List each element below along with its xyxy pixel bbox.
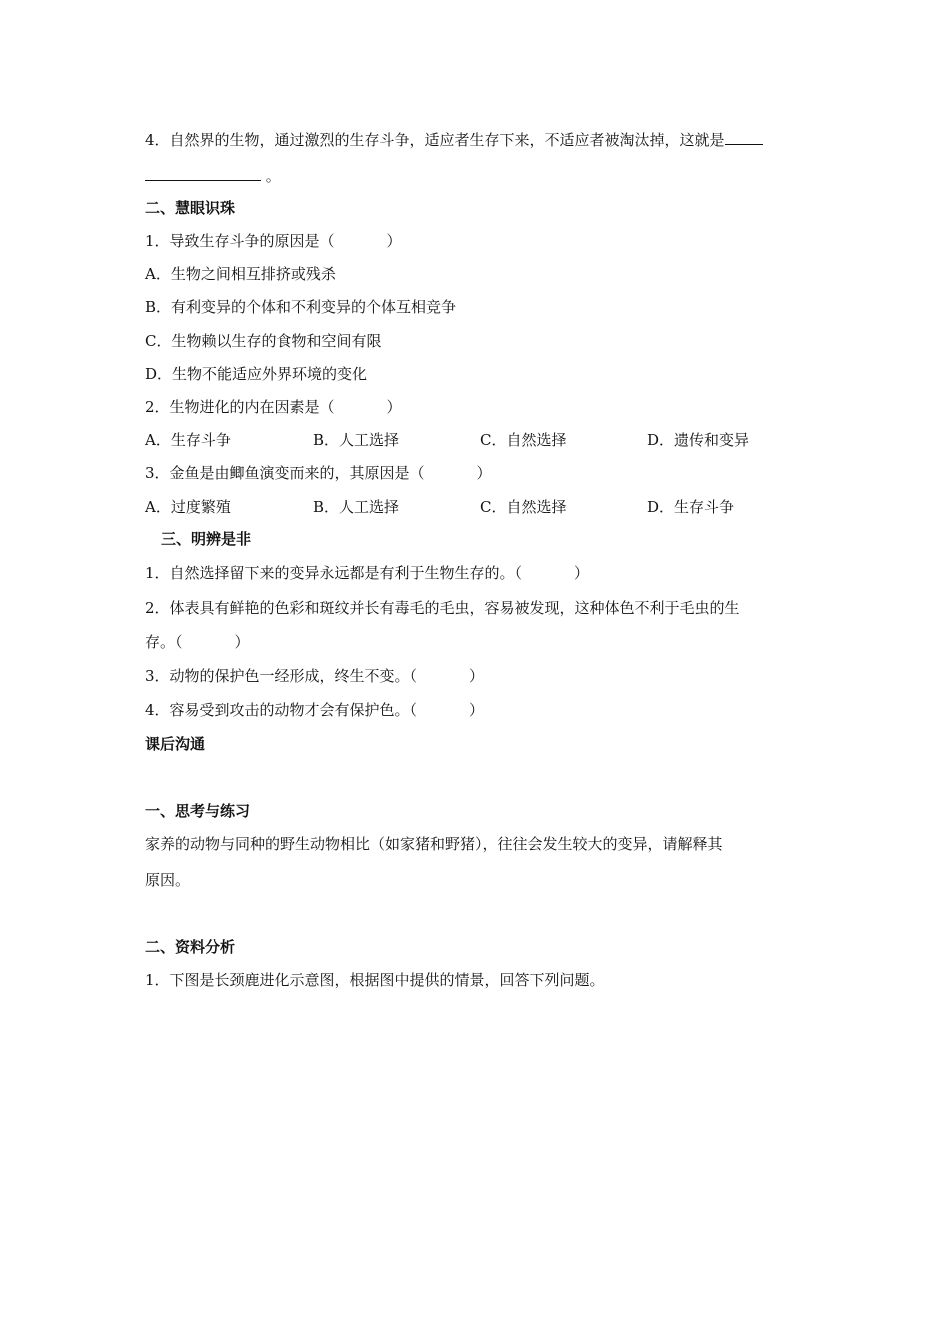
choice-question-2 <box>145 397 402 417</box>
paren-close: ） <box>476 464 492 482</box>
paren-close: ） <box>574 564 590 582</box>
option-a[interactable]: A．生物之间相互排挤或残杀 <box>145 265 336 283</box>
paren-close: ） <box>469 701 485 719</box>
fill-in-question-4 <box>145 130 763 150</box>
question-stem: 3．金鱼是由鲫鱼演变而来的，其原因是（ <box>145 464 425 482</box>
question-stem: 2．生物进化的内在因素是（ <box>145 398 335 416</box>
paren-close: ） <box>469 667 485 685</box>
option-a[interactable]: A．生存斗争 <box>145 431 231 449</box>
answer-blank[interactable] <box>725 130 763 145</box>
judge-question-2-continued <box>145 632 250 652</box>
paren-close: ） <box>386 232 402 250</box>
question-stem: 1．导致生存斗争的原因是（ <box>145 232 335 250</box>
option-d[interactable]: D．遗传和变异 <box>647 431 750 449</box>
option-b[interactable]: B．人工选择 <box>313 498 400 516</box>
option-d[interactable]: D．生物不能适应外界环境的变化 <box>145 365 368 383</box>
question-text: 1．自然选择留下来的变异永远都是有利于生物生存的。（ <box>145 564 523 582</box>
choice-question-1 <box>145 231 402 251</box>
answer-blank[interactable] <box>145 166 261 181</box>
thinking-question: 家养的动物与同种的野生动物相比（如家猪和野猪），往往会发生较大的变异，请解释其 <box>145 835 723 853</box>
option-b[interactable]: B．人工选择 <box>313 431 400 449</box>
judge-question-1 <box>145 563 589 583</box>
question-text: 4．容易受到攻击的动物才会有保护色。（ <box>145 701 418 719</box>
question-text: 存。（ <box>145 633 183 651</box>
option-a[interactable]: A．过度繁殖 <box>145 498 231 516</box>
option-b[interactable]: B．有利变异的个体和不利变异的个体互相竞争 <box>145 298 457 316</box>
option-c[interactable]: C．自然选择 <box>480 498 567 516</box>
choice-question-3 <box>145 463 492 483</box>
analysis-question-1: 1．下图是长颈鹿进化示意图，根据图中提供的情景，回答下列问题。 <box>145 971 605 989</box>
question-text: 4．自然界的生物，通过激烈的生存斗争，适应者生存下来，不适应者被淘汰掉，这就是 <box>145 131 725 149</box>
section-title-true-false: 三、明辨是非 <box>161 530 252 548</box>
paren-close: ） <box>234 633 250 651</box>
question-text: 3．动物的保护色一经形成，终生不变。（ <box>145 667 418 685</box>
option-c[interactable]: C．生物赖以生存的食物和空间有限 <box>145 332 382 350</box>
fill-in-question-4-continued <box>145 166 281 186</box>
section-title-analysis: 二、资料分析 <box>145 938 236 956</box>
judge-question-3 <box>145 666 484 686</box>
option-c[interactable]: C．自然选择 <box>480 431 567 449</box>
judge-question-4 <box>145 700 484 720</box>
section-title-choice: 二、慧眼识珠 <box>145 199 236 217</box>
paren-close: ） <box>386 398 402 416</box>
option-d[interactable]: D．生存斗争 <box>647 498 735 516</box>
heading-after-class: 课后沟通 <box>145 735 206 753</box>
section-title-thinking: 一、思考与练习 <box>145 802 251 820</box>
question-end: 。 <box>265 167 281 185</box>
thinking-question-continued: 原因。 <box>145 871 191 889</box>
judge-question-2: 2．体表具有鲜艳的色彩和斑纹并长有毒毛的毛虫，容易被发现，这种体色不利于毛虫的生 <box>145 599 740 617</box>
